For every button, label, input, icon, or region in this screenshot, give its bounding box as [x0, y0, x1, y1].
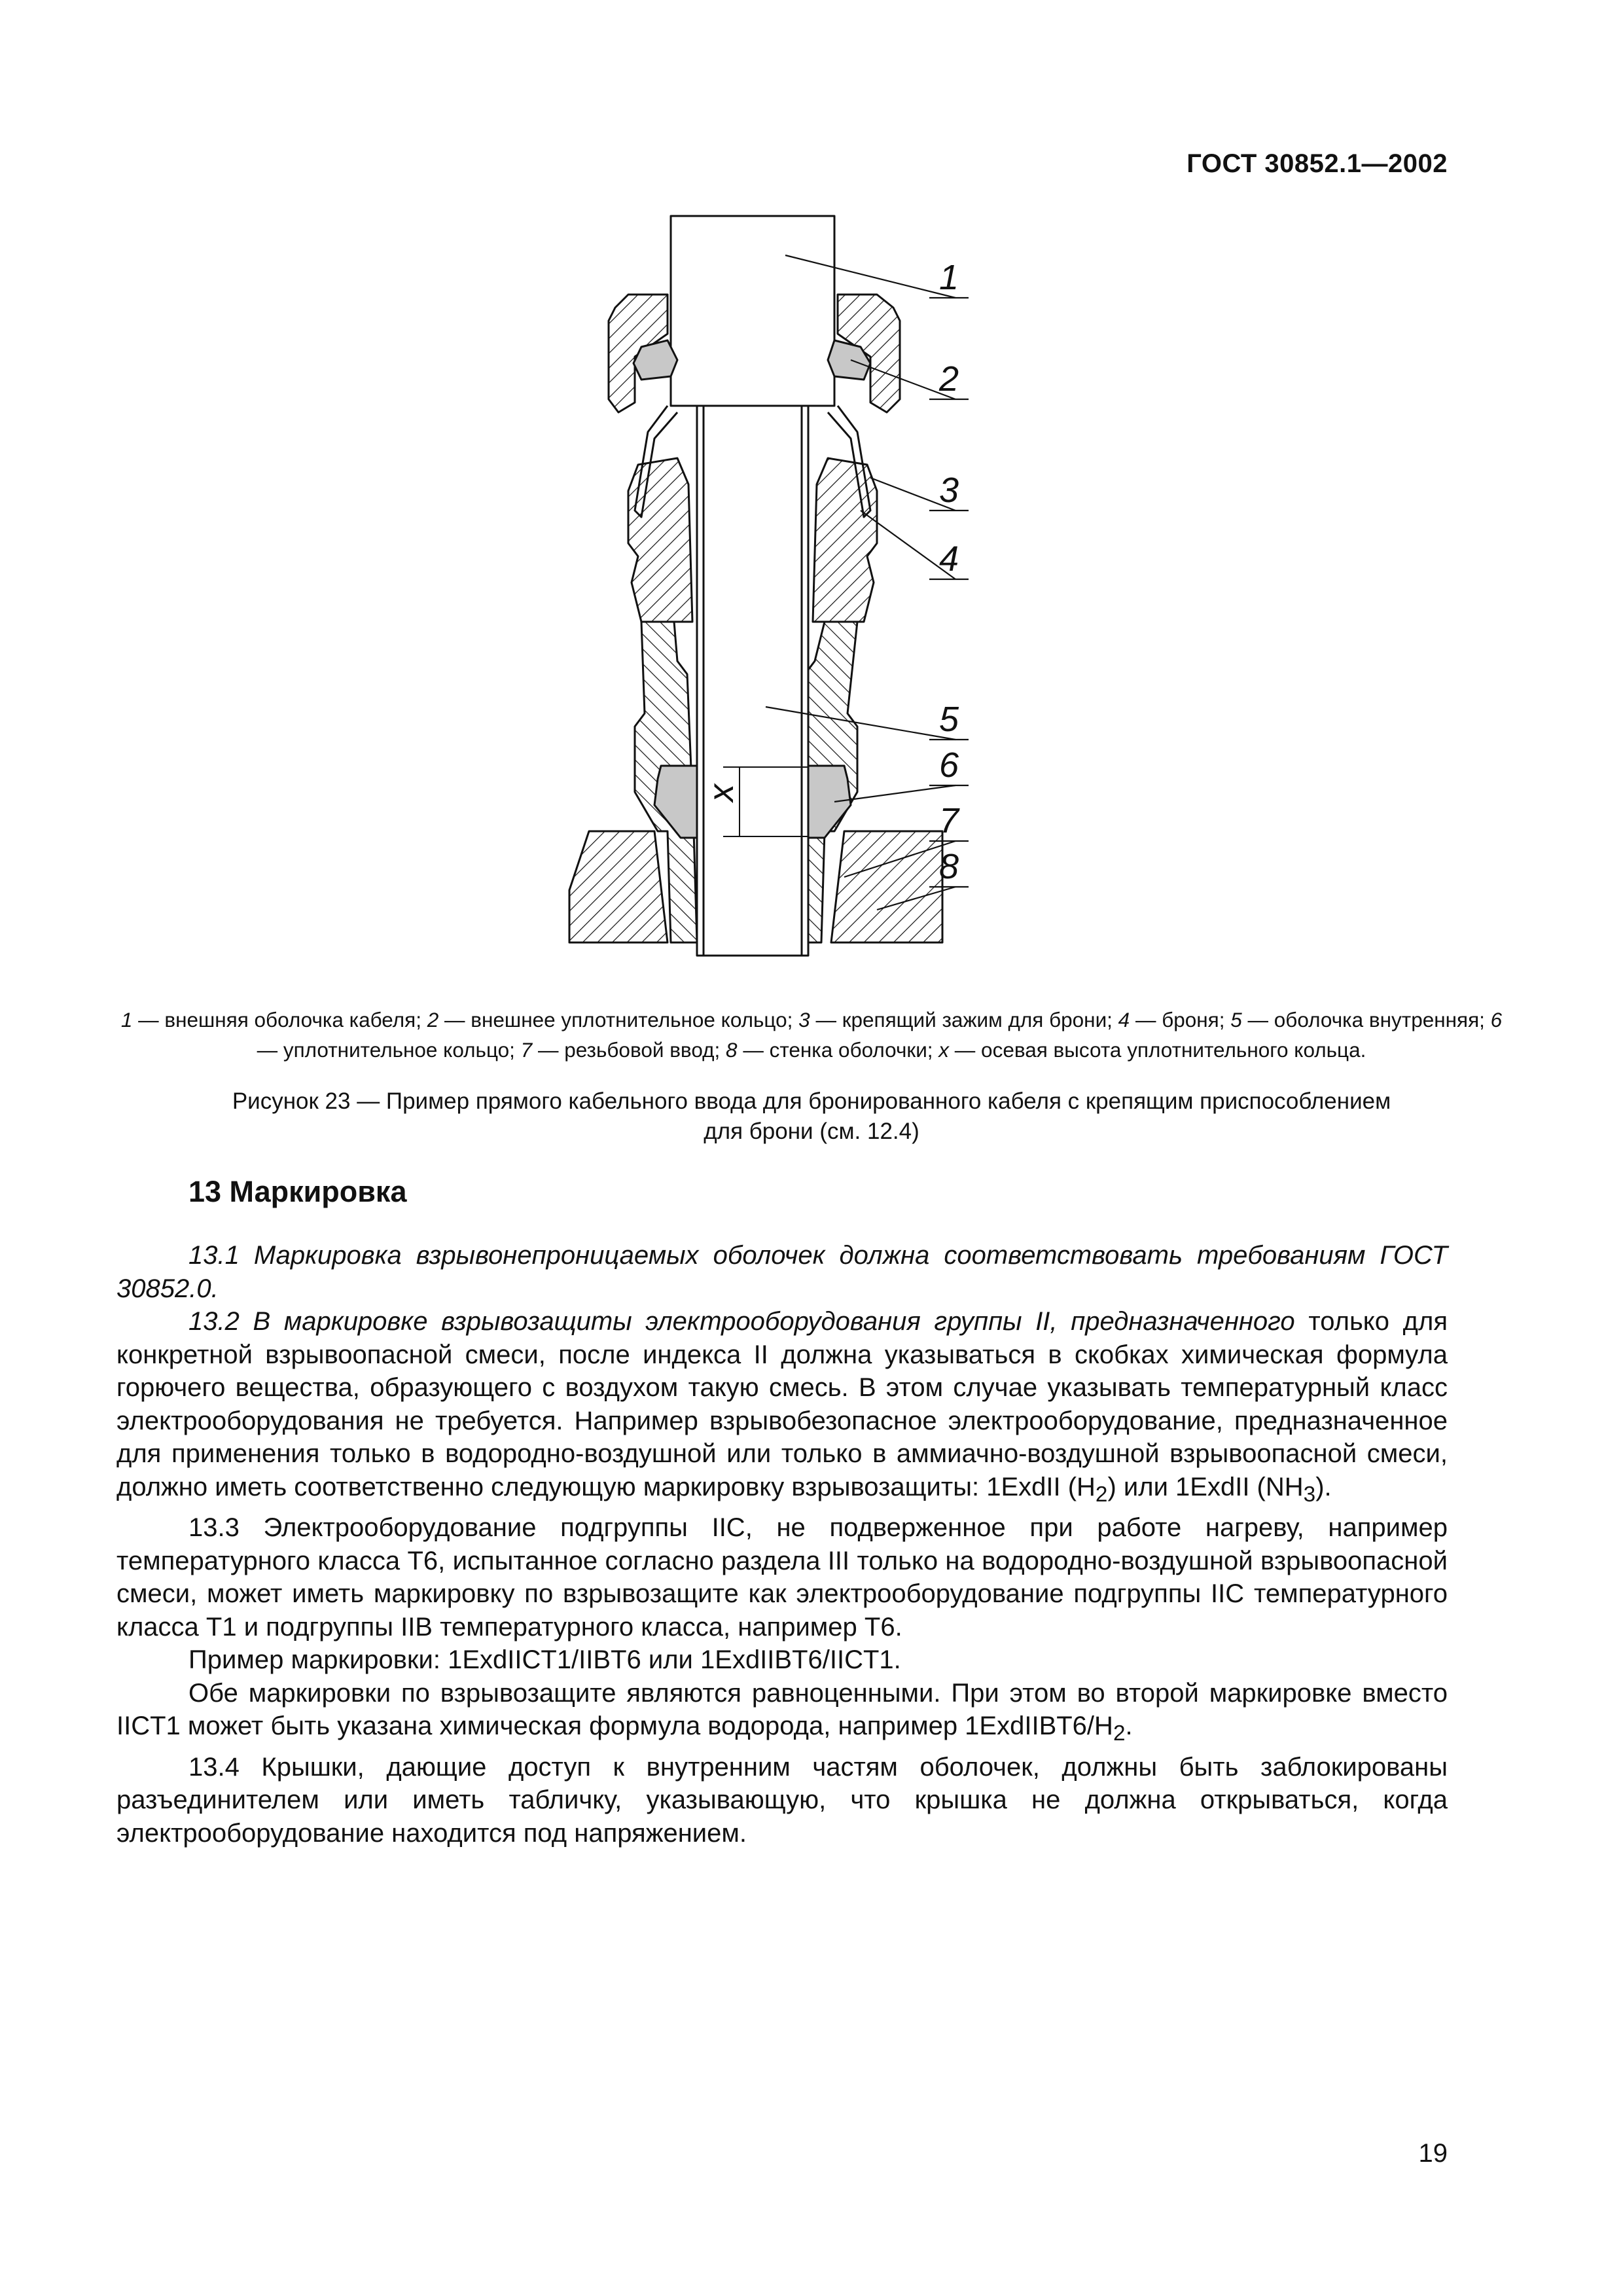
legend-item-4: 4 — броня; [1118, 1008, 1231, 1031]
cable-entry-drawing [537, 203, 1034, 969]
paragraph-equivalence: Обе маркировки по взрывозащите являются равноценными. При этом во второй маркировке вместо IICT1 может быть указана химическая формула водорода, например $1ExdIIBT6/H_2$. [116, 1678, 1448, 1746]
legend-item-5: 5 — оболочка внутренняя; [1230, 1008, 1491, 1031]
callout-1: 1 [939, 258, 959, 297]
inner-sheath [697, 406, 808, 956]
legend-item-7: 7 — резьбовой ввод; [520, 1038, 726, 1062]
legend-item-3: 3 — крепящий зажим для брони; [798, 1008, 1118, 1031]
callout-2: 2 [939, 359, 959, 399]
page-number: 19 [1418, 2139, 1448, 2168]
legend-item-1: 1 — внешняя оболочка кабеля; [120, 1008, 427, 1031]
paragraph-13-3: 13.3 Электрооборудование подгруппы IIC, не подверженное при работе нагреву, например температурного класса Т6, испытанное согласно раздела III только на водородно-воздушной взрывоопасной смеси, может иметь маркировку по взрывозащите как электрооборудование подгруппы IIC температурного класса Т1 и подгруппы IIB температурного класса, например Т6. [116, 1513, 1448, 1641]
section-body [116, 1239, 1448, 1850]
paragraph-13-4: 13.4 Крышки, дающие доступ к внутренним частям оболочек, должны быть заблокированы разъединителем или иметь табличку, указывающую, что крышка не должна открываться, когда электрооборудование находится под напряжением. [116, 1752, 1448, 1848]
paragraph-13-1: 13.1 Маркировка взрывонепроницаемых оболочек должна соответствовать требованиям ГОСТ 30852.0. [116, 1241, 1448, 1303]
clamp-body-right [813, 458, 877, 622]
section-title: 13 Маркировка [188, 1175, 407, 1208]
figure-caption-line-1: Рисунок 23 — Пример прямого кабельного ввода для бронированного кабеля с крепящим приспособлением [232, 1088, 1391, 1114]
legend-item-8: 8 — стенка оболочки; [726, 1038, 939, 1062]
callout-7: 7 [939, 801, 959, 840]
legend-item-x: x — осевая высота уплотнительного кольца. [938, 1038, 1366, 1062]
callout-5: 5 [939, 700, 959, 739]
callout-6: 6 [939, 745, 959, 785]
outer-sheath [671, 216, 834, 406]
legend-item-6: 6 — уплотнительное кольцо; [257, 1008, 1503, 1062]
enclosure-wall-left [569, 831, 668, 942]
figure-caption [115, 1086, 1508, 1147]
clamp-body-left [628, 458, 692, 622]
figure-legend [115, 1005, 1508, 1065]
callout-4: 4 [939, 539, 959, 579]
dimension-x-label: x [702, 784, 741, 802]
inner-seal-right [808, 766, 851, 838]
callout-3: 3 [939, 471, 959, 510]
figure-cable-entry-diagram [537, 203, 1034, 969]
paragraph-13-2: 13.2 В маркировке взрывозащиты электрооборудования группы II, предназначенного только для конкретной взрывоопасной смеси, после индекса II должна указываться в скобках химическая формула горючего вещества, образующего с воздухом такую смесь. В этом случае указывать температурный класс электрооборудования не требуется. Например взрывобезопасное электрооборудование, предназначенное для применения только в водородно-воздушной или только в аммиачно-воздушной взрывоопасной смеси, должно иметь соответственно следующую маркировку взрывозащиты: 1ExdII $(H_2)$ или 1ExdII $(NH_3)$. [116, 1307, 1448, 1507]
document-id: ГОСТ 30852.1—2002 [1186, 149, 1448, 178]
figure-caption-line-2: для брони (см. 12.4) [704, 1119, 919, 1144]
legend-item-2: 2 — внешнее уплотнительное кольцо; [427, 1008, 799, 1031]
enclosure-wall-right [831, 831, 942, 942]
callout-8: 8 [939, 847, 959, 886]
paragraph-example: Пример маркировки: 1ExdIICT1/IIBT6 или 1ExdIIBT6/IICT1. [188, 1645, 901, 1674]
